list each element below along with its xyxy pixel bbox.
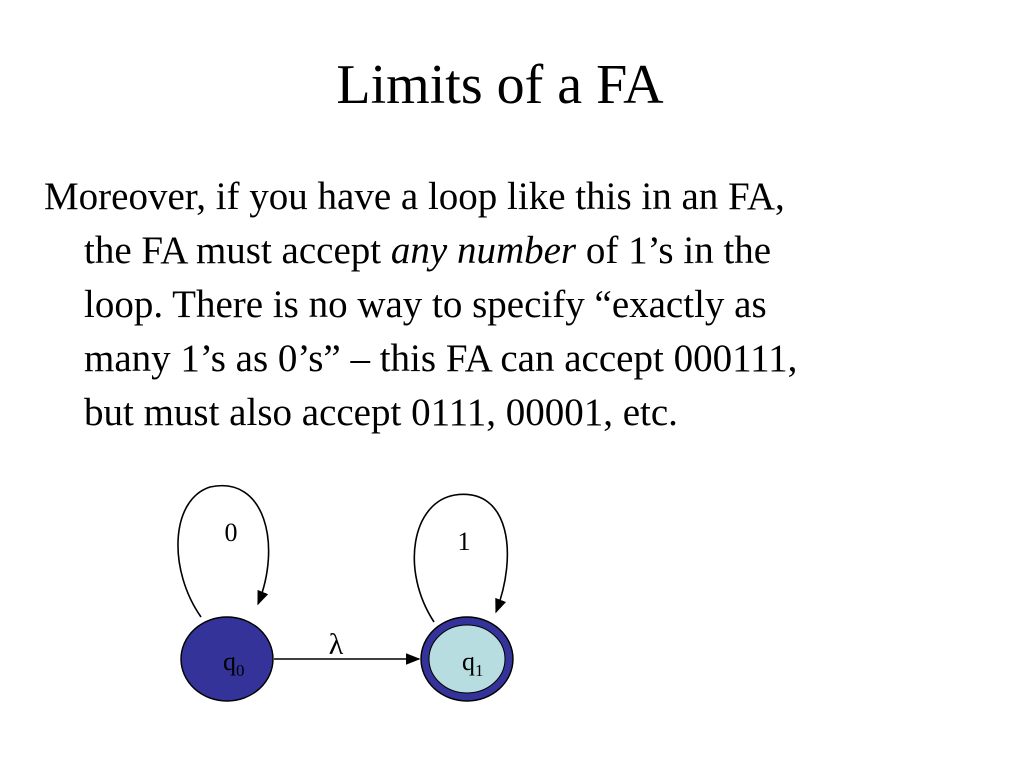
self-loop-q0-label: 0	[224, 518, 238, 547]
state-q0-subscript: 0	[236, 661, 245, 680]
paragraph-line-5: but must also accept 0111, 00001, etc.	[84, 391, 678, 434]
paragraph-line-3: loop. There is no way to specify “exactly as	[84, 283, 767, 326]
paragraph-line-1: Moreover, if you have a loop like this in an FA,	[44, 175, 785, 218]
paragraph-line-4: many 1’s as 0’s” – this FA can accept 000111,	[84, 337, 798, 380]
paragraph-line-2-end: of 1’s in the	[576, 229, 772, 272]
self-loop-q1-label: 1	[457, 527, 471, 556]
paragraph-line-2-start: the FA must accept	[84, 229, 391, 272]
self-loop-q0	[178, 486, 269, 617]
slide-title: Limits of a FA	[336, 54, 664, 116]
self-loop-q1	[414, 494, 507, 622]
state-q1-subscript: 1	[475, 661, 484, 680]
state-q1-name: q	[462, 647, 475, 676]
transition-lambda-label: λ	[328, 628, 344, 661]
emphasis-any-number: any number	[390, 229, 577, 272]
state-q0-name: q	[223, 647, 236, 676]
